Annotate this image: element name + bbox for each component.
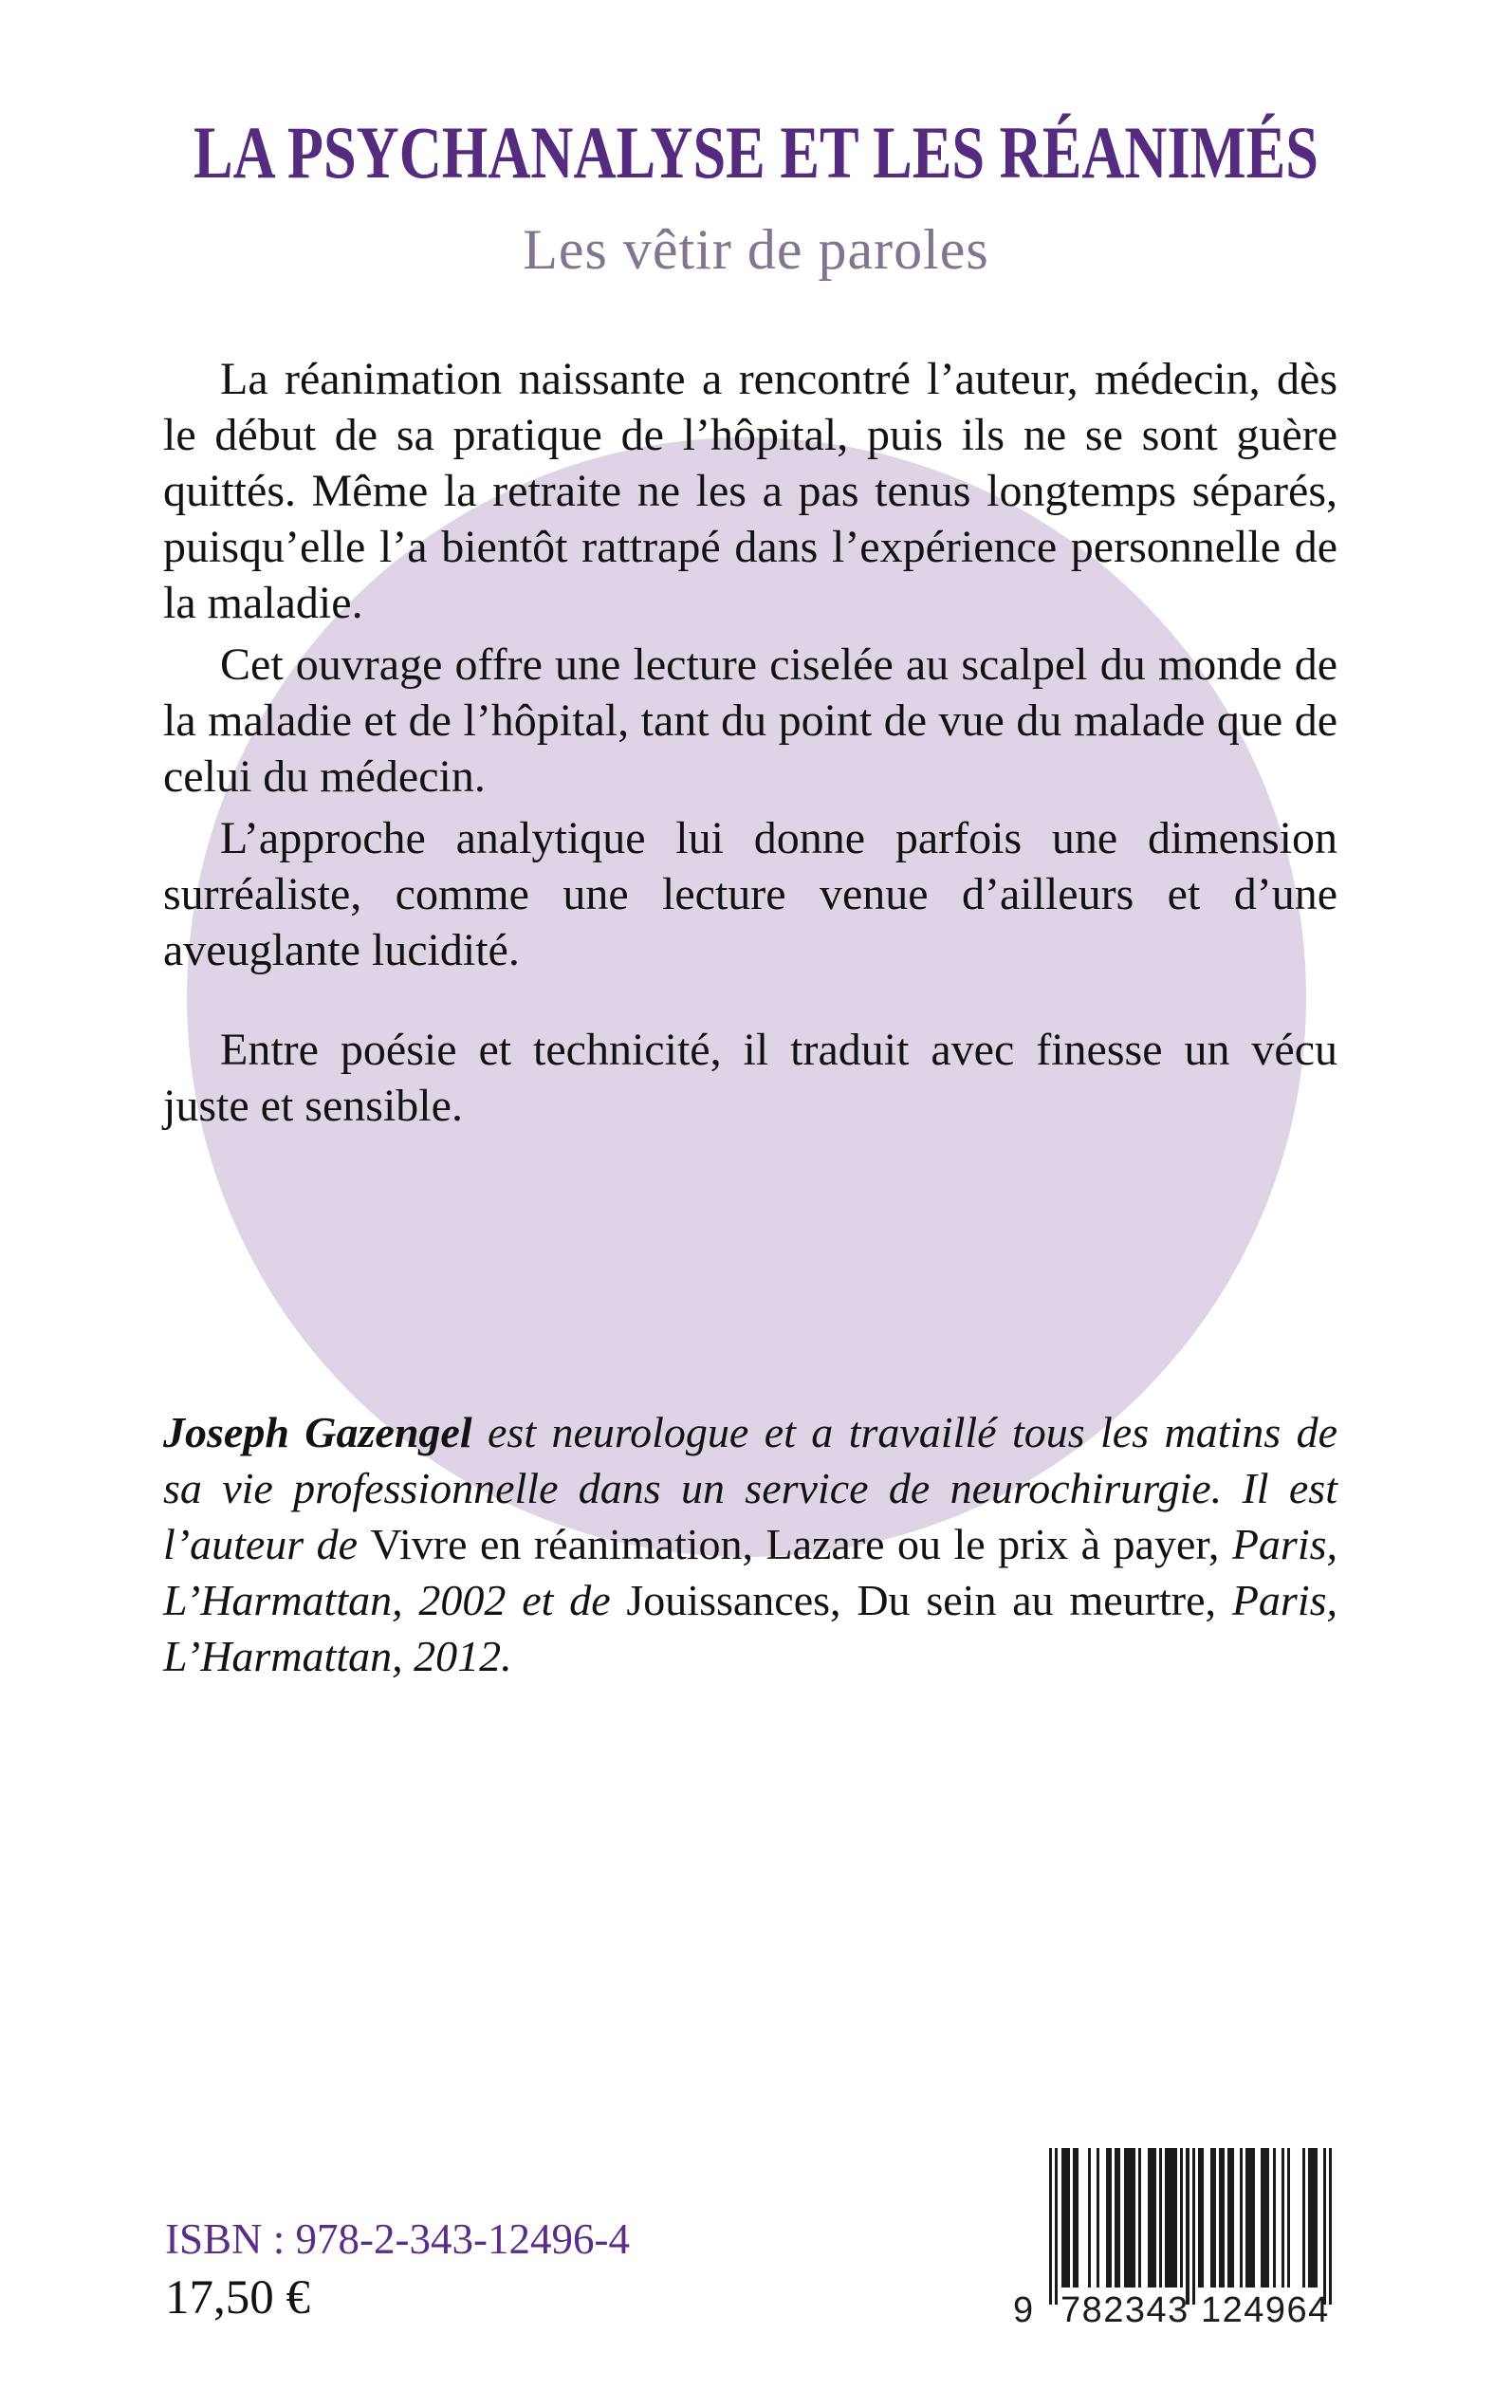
barcode	[1013, 2148, 1334, 2330]
price-text: 17,50 €	[165, 2271, 310, 2325]
isbn-text: ISBN : 978-2-343-12496-4	[165, 2215, 630, 2263]
book-title: LA PSYCHANALYSE ET LES RÉANIMÉS	[194, 111, 1318, 194]
bio-segment: Jouissances, Du sein au meurtre,	[626, 1576, 1217, 1624]
synopsis-paragraph: Entre poésie et technicité, il traduit avec finesse un vécu juste et sensible.	[163, 1025, 1337, 1131]
barcode-bar	[1329, 2148, 1332, 2305]
barcode-right-digits: 124964	[1201, 2290, 1330, 2330]
book-subtitle: Les vêtir de paroles	[523, 218, 989, 281]
bio-segment: Joseph Gazengel	[163, 1408, 472, 1456]
bio-segment: Paris, L’Harmattan, 2012.	[163, 1576, 1337, 1680]
barcode-first-digit: 9	[1013, 2290, 1035, 2330]
barcode-left-digits: 782343	[1060, 2290, 1189, 2330]
bio-segment: Vivre en réanimation, Lazare ou le prix à payer,	[370, 1520, 1220, 1568]
synopsis-paragraph: Cet ouvrage offre une lecture ciselée au scalpel du monde de la maladie et de l’hôpital, tant du point de vue du malade que de celui du médecin.	[163, 639, 1337, 802]
bio-segment: est neurologue et a travaillé tous les matins de sa vie professionnelle dans un service de neurochirurgie. Il est l’auteur de	[163, 1408, 1337, 1568]
synopsis-paragraph: L’approche analytique lui donne parfois une dimension surréaliste, comme une lecture venue d’ailleurs et d’une aveuglante lucidité.	[163, 813, 1337, 975]
bio-segment: Paris, L’Harmattan, 2002 et de	[163, 1520, 1337, 1624]
author-bio	[163, 1404, 1337, 1684]
synopsis	[163, 351, 1337, 1139]
synopsis-paragraph: La réanimation naissante a rencontré l’auteur, médecin, dès le début de sa pratique de l’hôpital, puis ils ne se sont guère quittés. Même la retraite ne les a pas tenus longtemps séparés, puisqu’elle l’a bientôt rattrapé dans l’expérience personnelle de la maladie.	[163, 354, 1337, 628]
barcode-bars	[1049, 2148, 1334, 2305]
